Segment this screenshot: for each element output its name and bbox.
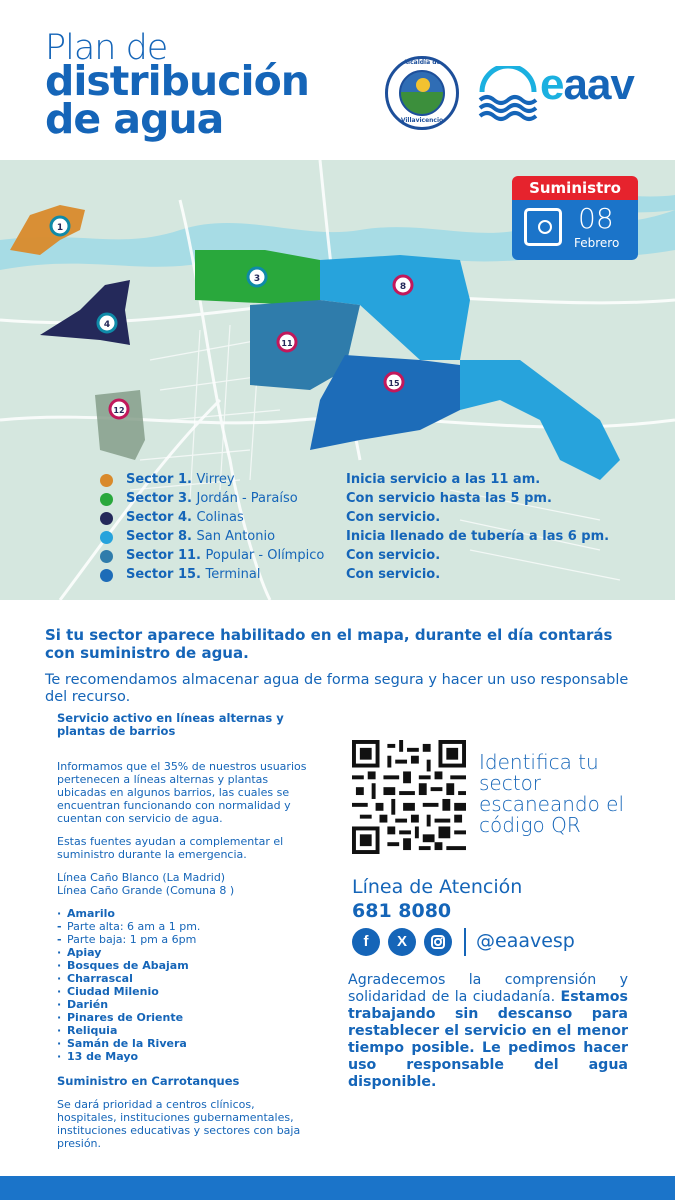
- legend-status: Con servicio hasta las 5 pm.: [346, 491, 552, 506]
- social-handle[interactable]: @eaavesp: [476, 930, 575, 952]
- legend-row: Sector 15. Terminal Con servicio.: [100, 567, 660, 584]
- legend-dot-icon: [100, 474, 113, 487]
- paragraph: Informamos que el 35% de nuestros usuarios pertenecen a líneas alternas y plantas ubicadas en algunos barrios, las cuales se encuentran funcionando con normalidad y cuentan con servicio de agua.: [57, 760, 307, 825]
- legend-status: Con servicio.: [346, 510, 441, 525]
- sector-4-area[interactable]: [40, 280, 130, 345]
- seal-text-top: Alcaldía de: [403, 59, 441, 66]
- line-name: Línea Caño Blanco (La Madrid): [57, 871, 226, 884]
- marker-1[interactable]: [51, 217, 69, 235]
- badge-month: Febrero: [574, 236, 620, 250]
- water-waves-icon: [478, 66, 538, 122]
- marker-12[interactable]: [110, 400, 128, 418]
- seal-text-bottom: Villavicencio: [400, 117, 444, 124]
- list-item: · Amarilo: [57, 907, 307, 920]
- svg-text:15: 15: [388, 379, 400, 388]
- helpline-title: Línea de Atención: [352, 876, 523, 898]
- closing-message: [348, 972, 628, 1091]
- qr-code[interactable]: [352, 740, 466, 854]
- svg-text:4: 4: [103, 320, 111, 330]
- eaav-logo: [478, 60, 648, 122]
- title-line-3: de agua: [45, 95, 224, 143]
- legend-dot-icon: [100, 569, 113, 582]
- marker-15[interactable]: [385, 373, 403, 391]
- paragraph: Estas fuentes ayudan a complementar el suministro durante la emergencia.: [57, 835, 284, 861]
- alternate-lines-section: [57, 712, 307, 1150]
- list-item: - Parte baja: 1 pm a 6pm: [57, 933, 307, 946]
- closing-bold: Estamos trabajando sin descanso para restablecer el servicio en el menor tiempo posible. Le pedimos hacer uso responsable del agua disponible.: [348, 989, 628, 1090]
- title-line-2: distribución: [45, 57, 309, 105]
- divider: [464, 928, 466, 956]
- legend-row: Sector 1. Virrey Inicia servicio a las 11 am.: [100, 472, 660, 489]
- legend-status: Con servicio.: [346, 567, 441, 582]
- legend-dot-icon: [100, 550, 113, 563]
- supply-date-badge: [512, 176, 638, 260]
- carrotanques-text: Se dará prioridad a centros clínicos, hospitales, instituciones gubernamentales, instituciones educativas y sectores con baja presión.: [57, 1098, 301, 1150]
- list-item: · Bosques de Abajam: [57, 959, 307, 972]
- list-item: · Darién: [57, 998, 307, 1011]
- list-item: · 13 de Mayo: [57, 1050, 307, 1063]
- legend-status: Inicia servicio a las 11 am.: [346, 472, 541, 487]
- svg-text:8: 8: [399, 282, 407, 292]
- svg-text:11: 11: [281, 339, 293, 348]
- marker-11[interactable]: [278, 333, 296, 351]
- line-name: Línea Caño Grande (Comuna 8 ): [57, 884, 235, 897]
- legend-dot-icon: [100, 512, 113, 525]
- header: [0, 0, 675, 160]
- legend-row: Sector 11. Popular - Olímpico Con servicio.: [100, 548, 660, 565]
- social-links: [352, 928, 642, 958]
- intro-regular-text: Te recomendamos almacenar agua de forma segura y hacer un uso responsable del recurso.: [45, 672, 629, 705]
- badge-day: 08: [578, 202, 614, 235]
- qr-instruction: Identifica tu sector escaneando el código QR: [479, 750, 625, 837]
- svg-text:1: 1: [56, 223, 64, 233]
- legend-status: Con servicio.: [346, 548, 441, 563]
- legend-dot-icon: [100, 531, 113, 544]
- helpline-number[interactable]: 681 8080: [352, 900, 452, 922]
- neighborhood-list: [57, 907, 307, 1063]
- svg-text:3: 3: [253, 274, 261, 284]
- list-item: · Charrascal: [57, 972, 307, 985]
- sector-8-extension[interactable]: [460, 360, 620, 480]
- list-item: · Reliquia: [57, 1024, 307, 1037]
- legend-row: Sector 4. Colinas Con servicio.: [100, 510, 660, 527]
- qr-code-image: [352, 740, 466, 854]
- marker-4[interactable]: [98, 314, 116, 332]
- legend-row: Sector 3. Jordán - Paraíso Con servicio hasta las 5 pm.: [100, 491, 660, 508]
- closing-regular: Agradecemos la comprensión y solidaridad de la ciudadanía.: [348, 972, 628, 1005]
- marker-3[interactable]: [248, 268, 266, 286]
- legend-status: Inicia llenado de tubería a las 6 pm.: [346, 529, 610, 544]
- list-item: · Ciudad Milenio: [57, 985, 307, 998]
- svg-text:12: 12: [113, 406, 125, 415]
- intro-bold-text: Si tu sector aparece habilitado en el mapa, durante el día contarás con suministro de agua.: [45, 626, 613, 662]
- carrotanques-heading: Suministro en Carrotanques: [57, 1074, 240, 1088]
- footer-bar: [0, 1176, 675, 1200]
- eaav-wordmark: eaav: [540, 60, 634, 109]
- title-line-1: Plan de: [45, 28, 168, 68]
- x-icon[interactable]: X: [388, 928, 416, 956]
- alcaldia-seal-logo: [385, 56, 459, 130]
- marker-8[interactable]: [394, 276, 412, 294]
- list-item: · Samán de la Rivera: [57, 1037, 307, 1050]
- section-heading: Servicio activo en líneas alternas y plantas de barrios: [57, 711, 284, 738]
- list-item: · Apiay: [57, 946, 307, 959]
- list-item: · Pinares de Oriente: [57, 1011, 307, 1024]
- instagram-icon[interactable]: [424, 928, 452, 956]
- legend-row: Sector 8. San Antonio Inicia llenado de tubería a las 6 pm.: [100, 529, 660, 546]
- facebook-icon[interactable]: f: [352, 928, 380, 956]
- badge-label: Suministro: [512, 176, 638, 200]
- list-item: - Parte alta: 6 am a 1 pm.: [57, 920, 307, 933]
- legend-dot-icon: [100, 493, 113, 506]
